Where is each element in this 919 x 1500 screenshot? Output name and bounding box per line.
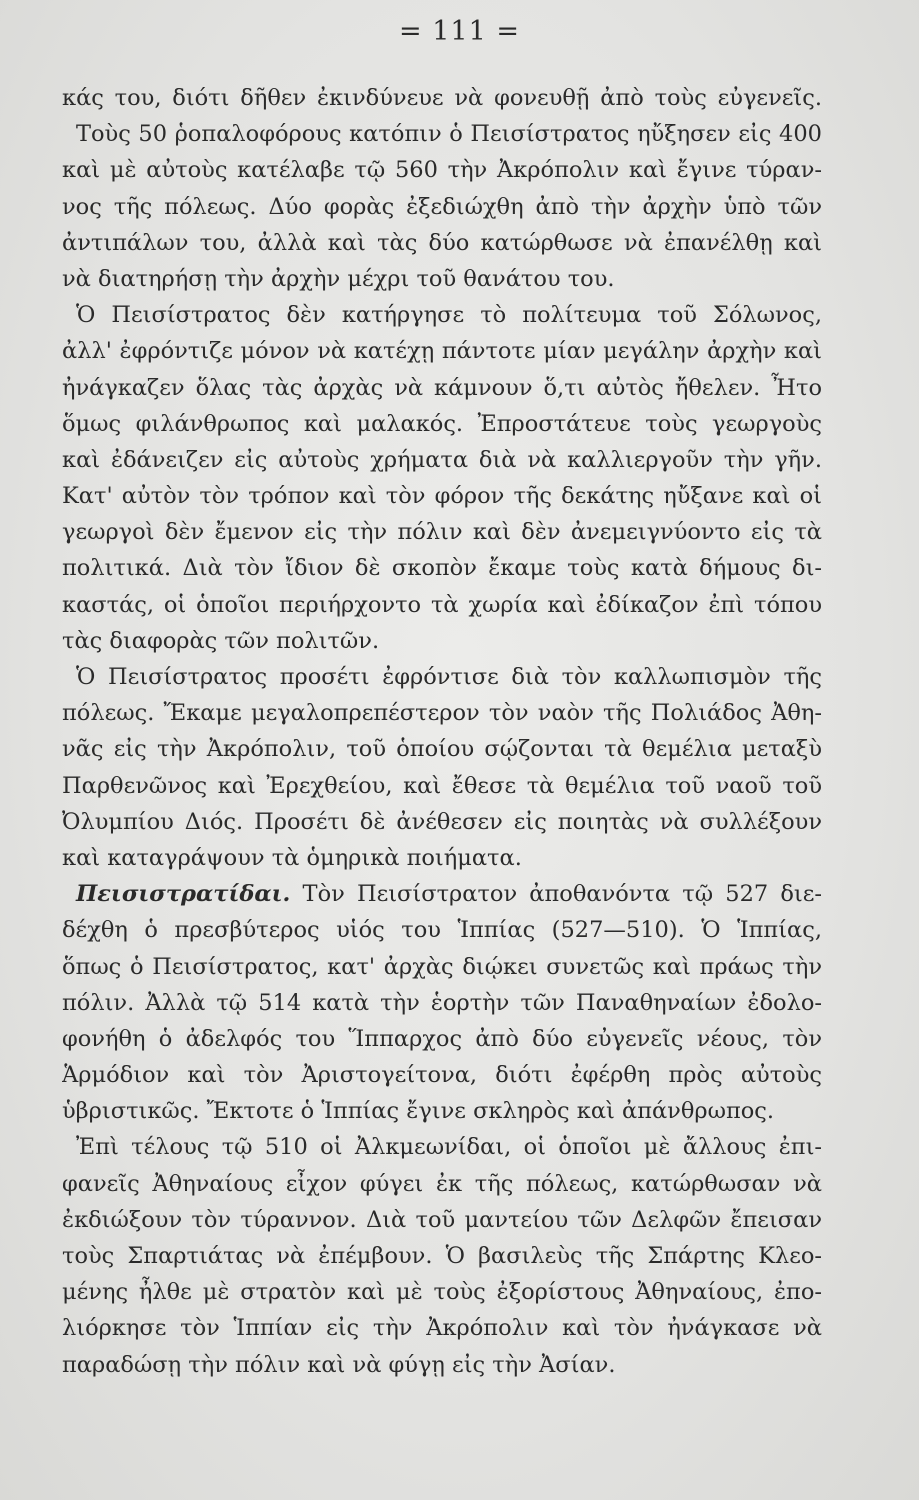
text-line — [62, 876, 822, 912]
text-line: ὅπως ὁ Πεισίστρατος, κατ' ἀρχὰς διῴκει συνετῶς καὶ πράως τὴν — [62, 953, 822, 980]
text-line: νᾶς εἰς τὴν Ἀκρόπολιν, τοῦ ὁποίου σῴζονται τὰ θεμέλια μεταξὺ — [62, 736, 822, 763]
text-line: πολιτικά. Διὰ τὸν ἴδιον δὲ σκοπὸν ἔκαμε τοὺς κατὰ δήμους δι- — [62, 555, 822, 582]
text-line: Ὀλυμπίου Διός. Προσέτι δὲ ἀνέθεσεν εἰς ποιητὰς νὰ συλλέξουν — [62, 808, 822, 835]
text-line: νὰ διατηρήσῃ τὴν ἀρχὴν μέχρι τοῦ θανάτου του. — [62, 265, 615, 292]
text-line-rest: Τὸν Πεισίστρατον ἀποθανόντα τῷ 527 διε- — [290, 881, 822, 908]
body-text — [62, 80, 822, 1383]
text-line: Παρθενῶνος καὶ Ἐρεχθείου, καὶ ἔθεσε τὰ θεμέλια τοῦ ναοῦ τοῦ — [62, 772, 822, 799]
text-line: Τοὺς 50 ῥοπαλοφόρους κατόπιν ὁ Πεισίστρατος ηὔξησεν εἰς 400 — [76, 121, 822, 148]
text-line: καὶ μὲ αὐτοὺς κατέλαβε τῷ 560 τὴν Ἀκρόπολιν καὶ ἔγινε τύραν- — [62, 157, 822, 184]
text-line: πόλιν. Ἀλλὰ τῷ 514 κατὰ τὴν ἑορτὴν τῶν Παναθηναίων ἐδολο- — [62, 989, 822, 1016]
page-number: = 111 = — [399, 16, 520, 47]
text-line: δέχθη ὁ πρεσβύτερος υἱός του Ἱππίας (527—510). Ὁ Ἱππίας, — [62, 917, 822, 944]
text-line: Ὁ Πεισίστρατος δὲν κατήργησε τὸ πολίτευμα τοῦ Σόλωνος, — [76, 302, 822, 329]
text-line: ἐκδιώξουν τὸν τύραννον. Διὰ τοῦ μαντείου τῶν Δελφῶν ἔπεισαν — [62, 1206, 822, 1233]
text-line: γεωργοὶ δὲν ἔμενον εἰς τὴν πόλιν καὶ δὲν ἀνεμειγνύοντο εἰς τὰ — [62, 519, 822, 546]
text-line: νος τῆς πόλεως. Δύο φορὰς ἐξεδιώχθη ἀπὸ τὴν ἀρχὴν ὑπὸ τῶν — [62, 193, 822, 220]
text-line: τοὺς Σπαρτιάτας νὰ ἐπέμβουν. Ὁ βασιλεὺς τῆς Σπάρτης Κλεο- — [62, 1243, 822, 1269]
text-line: ὑβριστικῶς. Ἔκτοτε ὁ Ἱππίας ἔγινε σκληρὸς καὶ ἀπάνθρωπος. — [62, 1098, 775, 1125]
text-line: ὅμως φιλάνθρωπος καὶ μαλακός. Ἐπροστάτευε τοὺς γεωργοὺς — [62, 410, 822, 437]
text-line: ἀντιπάλων του, ἀλλὰ καὶ τὰς δύο κατώρθωσε νὰ ἐπανέλθῃ καὶ — [62, 229, 822, 256]
text-line: ἠνάγκαζεν ὅλας τὰς ἀρχὰς νὰ κάμνουν ὅ,τι αὐτὸς ἤθελεν. Ἦτο — [62, 374, 822, 401]
text-line: Ἁρμόδιον καὶ τὸν Ἀριστογείτονα, διότι ἐφέρθη πρὸς αὐτοὺς — [62, 1062, 822, 1089]
text-line: φανεῖς Ἀθηναίους εἶχον φύγει ἐκ τῆς πόλεως, κατώρθωσαν νὰ — [62, 1170, 822, 1197]
text-line: πόλεως. Ἔκαμε μεγαλοπρεπέστερον τὸν ναὸν τῆς Πολιάδος Ἀθη- — [62, 700, 822, 727]
text-line: Ἐπὶ τέλους τῷ 510 οἱ Ἀλκμεωνίδαι, οἱ ὁποῖοι μὲ ἄλλους ἐπι- — [76, 1134, 822, 1161]
text-line: καστάς, οἱ ὁποῖοι περιήρχοντο τὰ χωρία καὶ ἐδίκαζον ἐπὶ τόπου — [62, 591, 822, 618]
text-line: ἀλλ' ἐφρόντιζε μόνον νὰ κατέχῃ πάντοτε μίαν μεγάλην ἀρχὴν καὶ — [62, 338, 822, 365]
text-line: λιόρκησε τὸν Ἱππίαν εἰς τὴν Ἀκρόπολιν καὶ τὸν ἠνάγκασε νὰ — [62, 1315, 822, 1342]
text-line: μένης ἦλθε μὲ στρατὸν καὶ μὲ τοὺς ἐξορίστους Ἀθηναίους, ἐπο- — [62, 1279, 822, 1306]
text-line: Ὁ Πεισίστρατος προσέτι ἐφρόντισε διὰ τὸν καλλωπισμὸν τῆς — [76, 664, 822, 690]
text-line: φονήθη ὁ ἀδελφός του Ἵππαρχος ἀπὸ δύο εὐγενεῖς νέους, τὸν — [62, 1025, 822, 1052]
section-heading: Πεισιστρατίδαι. — [76, 881, 291, 908]
text-line: Κατ' αὐτὸν τὸν τρόπον καὶ τὸν φόρον τῆς δεκάτης ηὔξανε καὶ οἱ — [62, 483, 822, 510]
text-line: καὶ καταγράψουν τὰ ὁμηρικὰ ποιήματα. — [62, 844, 522, 871]
text-line: καὶ ἐδάνειζεν εἰς αὐτοὺς χρήματα διὰ νὰ καλλιεργοῦν τὴν γῆν. — [62, 446, 822, 473]
text-line: παραδώσῃ τὴν πόλιν καὶ νὰ φύγῃ εἰς τὴν Ἀσίαν. — [62, 1351, 616, 1378]
text-line: κάς του, διότι δῆθεν ἐκινδύνευε νὰ φονευθῇ ἀπὸ τοὺς εὐγενεῖς. — [62, 85, 822, 111]
text-line: τὰς διαφορὰς τῶν πολιτῶν. — [62, 627, 380, 654]
